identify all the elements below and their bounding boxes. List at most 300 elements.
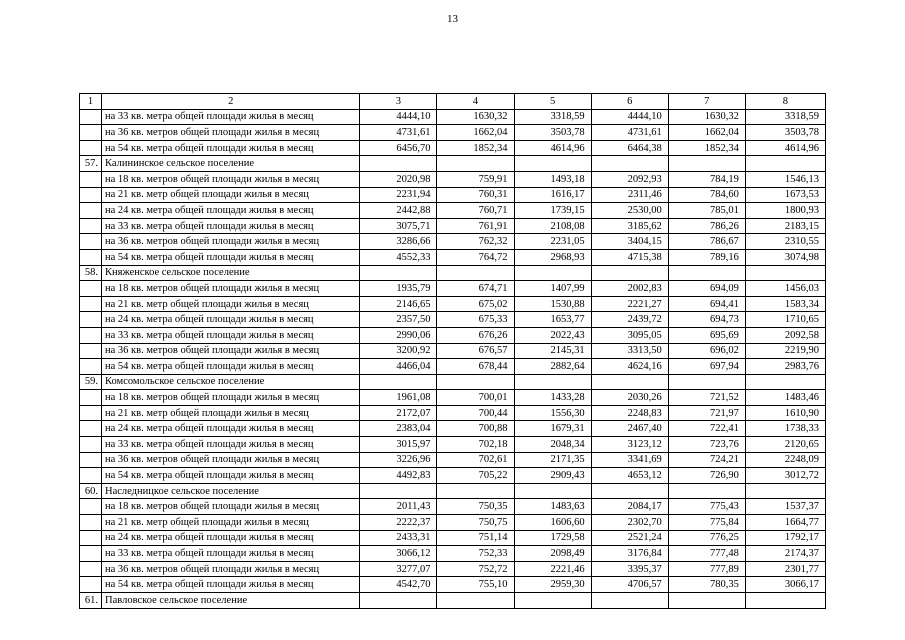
settlement-row — [80, 483, 826, 499]
description-cell: на 24 кв. метра общей площади жилья в месяц — [102, 312, 360, 328]
table-row — [80, 561, 826, 577]
value-cell: 3176,84 — [591, 546, 668, 562]
value-cell: 1653,77 — [514, 312, 591, 328]
value-cell: 1729,58 — [514, 530, 591, 546]
value-cell — [514, 374, 591, 390]
row-number-cell — [80, 499, 102, 515]
value-cell: 786,67 — [668, 234, 745, 250]
table-row — [80, 171, 826, 187]
value-cell: 777,48 — [668, 546, 745, 562]
description-cell: на 36 кв. метров общей площади жилья в месяц — [102, 452, 360, 468]
value-cell: 780,35 — [668, 577, 745, 593]
value-cell: 2011,43 — [360, 499, 437, 515]
value-cell: 2219,90 — [745, 343, 825, 359]
table-row — [80, 203, 826, 219]
table-row — [80, 359, 826, 375]
value-cell: 2146,65 — [360, 296, 437, 312]
description-cell: на 21 кв. метр общей площади жилья в месяц — [102, 515, 360, 531]
value-cell: 4444,10 — [591, 109, 668, 125]
value-cell: 2959,30 — [514, 577, 591, 593]
column-header: 5 — [514, 94, 591, 110]
row-number-cell — [80, 468, 102, 484]
description-cell: Комсомольское сельское поселение — [102, 374, 360, 390]
value-cell: 1530,88 — [514, 296, 591, 312]
table-row — [80, 218, 826, 234]
value-cell: 4731,61 — [591, 125, 668, 141]
value-cell: 3503,78 — [745, 125, 825, 141]
table-row — [80, 343, 826, 359]
value-cell: 3313,50 — [591, 343, 668, 359]
settlement-row — [80, 593, 826, 609]
value-cell: 2310,55 — [745, 234, 825, 250]
value-cell: 675,33 — [437, 312, 514, 328]
value-cell: 1483,63 — [514, 499, 591, 515]
row-number-cell — [80, 359, 102, 375]
column-header: 4 — [437, 94, 514, 110]
value-cell: 2098,49 — [514, 546, 591, 562]
settlement-row — [80, 265, 826, 281]
value-cell: 4552,33 — [360, 249, 437, 265]
value-cell: 2022,43 — [514, 327, 591, 343]
value-cell: 3185,62 — [591, 218, 668, 234]
description-cell: на 24 кв. метра общей площади жилья в месяц — [102, 421, 360, 437]
table-row — [80, 405, 826, 421]
value-cell: 676,57 — [437, 343, 514, 359]
value-cell: 752,33 — [437, 546, 514, 562]
row-number-cell — [80, 249, 102, 265]
value-cell: 1935,79 — [360, 281, 437, 297]
description-cell: на 54 кв. метра общей площади жилья в месяц — [102, 140, 360, 156]
description-cell: на 33 кв. метра общей площади жилья в месяц — [102, 546, 360, 562]
description-cell: на 21 кв. метр общей площади жилья в месяц — [102, 296, 360, 312]
value-cell: 1673,53 — [745, 187, 825, 203]
value-cell: 3015,97 — [360, 437, 437, 453]
description-cell: на 33 кв. метра общей площади жилья в месяц — [102, 218, 360, 234]
row-number-cell — [80, 343, 102, 359]
description-cell: на 24 кв. метра общей площади жилья в месяц — [102, 203, 360, 219]
row-number-cell — [80, 530, 102, 546]
value-cell: 1738,33 — [745, 421, 825, 437]
value-cell — [514, 593, 591, 609]
value-cell: 750,35 — [437, 499, 514, 515]
table-row — [80, 234, 826, 250]
value-cell: 1407,99 — [514, 281, 591, 297]
value-cell: 1710,65 — [745, 312, 825, 328]
value-cell: 2092,58 — [745, 327, 825, 343]
value-cell: 702,18 — [437, 437, 514, 453]
value-cell: 3277,07 — [360, 561, 437, 577]
table-row — [80, 421, 826, 437]
table-row — [80, 468, 826, 484]
value-cell: 2248,09 — [745, 452, 825, 468]
value-cell: 789,16 — [668, 249, 745, 265]
value-cell: 2442,88 — [360, 203, 437, 219]
table-row — [80, 530, 826, 546]
table-body — [80, 94, 826, 609]
description-cell: на 36 кв. метров общей площади жилья в месяц — [102, 561, 360, 577]
value-cell: 3503,78 — [514, 125, 591, 141]
table-row — [80, 499, 826, 515]
value-cell: 700,01 — [437, 390, 514, 406]
value-cell: 784,60 — [668, 187, 745, 203]
table-row — [80, 296, 826, 312]
value-cell: 3066,17 — [745, 577, 825, 593]
table-row — [80, 187, 826, 203]
description-cell: на 18 кв. метров общей площади жилья в месяц — [102, 281, 360, 297]
value-cell: 2530,00 — [591, 203, 668, 219]
value-cell: 2092,93 — [591, 171, 668, 187]
value-cell: 674,71 — [437, 281, 514, 297]
value-cell: 3286,66 — [360, 234, 437, 250]
value-cell: 2221,46 — [514, 561, 591, 577]
value-cell: 777,89 — [668, 561, 745, 577]
value-cell: 700,44 — [437, 405, 514, 421]
value-cell: 4731,61 — [360, 125, 437, 141]
table-row — [80, 546, 826, 562]
value-cell: 3123,12 — [591, 437, 668, 453]
value-cell: 2222,37 — [360, 515, 437, 531]
description-cell: на 54 кв. метра общей площади жилья в месяц — [102, 577, 360, 593]
value-cell: 2433,31 — [360, 530, 437, 546]
row-number-cell — [80, 421, 102, 437]
description-cell: Калининское сельское поселение — [102, 156, 360, 172]
value-cell: 2983,76 — [745, 359, 825, 375]
value-cell: 3318,59 — [745, 109, 825, 125]
value-cell: 3404,15 — [591, 234, 668, 250]
value-cell: 3226,96 — [360, 452, 437, 468]
value-cell: 694,41 — [668, 296, 745, 312]
value-cell: 2174,37 — [745, 546, 825, 562]
value-cell — [668, 156, 745, 172]
description-cell: на 18 кв. метров общей площади жилья в месяц — [102, 390, 360, 406]
value-cell: 702,61 — [437, 452, 514, 468]
value-cell: 723,76 — [668, 437, 745, 453]
value-cell: 2909,43 — [514, 468, 591, 484]
row-number-cell — [80, 171, 102, 187]
value-cell — [745, 483, 825, 499]
row-number-cell — [80, 281, 102, 297]
value-cell: 3095,05 — [591, 327, 668, 343]
value-cell: 2882,64 — [514, 359, 591, 375]
value-cell — [437, 265, 514, 281]
value-cell: 3200,92 — [360, 343, 437, 359]
description-cell: Княженское сельское поселение — [102, 265, 360, 281]
row-number-cell — [80, 327, 102, 343]
value-cell — [668, 265, 745, 281]
value-cell: 1630,32 — [668, 109, 745, 125]
value-cell — [437, 374, 514, 390]
value-cell: 2521,24 — [591, 530, 668, 546]
column-header: 6 — [591, 94, 668, 110]
row-number-cell — [80, 546, 102, 562]
value-cell: 1800,93 — [745, 203, 825, 219]
value-cell — [668, 483, 745, 499]
value-cell: 762,32 — [437, 234, 514, 250]
value-cell — [745, 374, 825, 390]
value-cell: 2439,72 — [591, 312, 668, 328]
value-cell: 786,26 — [668, 218, 745, 234]
description-cell: на 18 кв. метров общей площади жилья в месяц — [102, 171, 360, 187]
value-cell: 2968,93 — [514, 249, 591, 265]
value-cell — [668, 374, 745, 390]
value-cell: 3318,59 — [514, 109, 591, 125]
table-row — [80, 125, 826, 141]
value-cell: 2108,08 — [514, 218, 591, 234]
value-cell: 2030,26 — [591, 390, 668, 406]
description-cell: на 54 кв. метра общей площади жилья в месяц — [102, 359, 360, 375]
value-cell: 4614,96 — [745, 140, 825, 156]
description-cell: на 18 кв. метров общей площади жилья в месяц — [102, 499, 360, 515]
value-cell: 1556,30 — [514, 405, 591, 421]
value-cell: 775,43 — [668, 499, 745, 515]
row-number-cell — [80, 140, 102, 156]
column-header: 2 — [102, 94, 360, 110]
value-cell: 785,01 — [668, 203, 745, 219]
value-cell: 695,69 — [668, 327, 745, 343]
value-cell: 1852,34 — [668, 140, 745, 156]
value-cell: 3341,69 — [591, 452, 668, 468]
description-cell: на 21 кв. метр общей площади жилья в месяц — [102, 187, 360, 203]
value-cell: 2990,06 — [360, 327, 437, 343]
value-cell — [437, 156, 514, 172]
row-number-cell — [80, 452, 102, 468]
value-cell: 4715,38 — [591, 249, 668, 265]
value-cell: 2171,35 — [514, 452, 591, 468]
value-cell: 759,91 — [437, 171, 514, 187]
value-cell: 1961,08 — [360, 390, 437, 406]
row-number-cell: 61. — [80, 593, 102, 609]
value-cell — [360, 374, 437, 390]
value-cell: 697,94 — [668, 359, 745, 375]
value-cell: 750,75 — [437, 515, 514, 531]
value-cell — [514, 156, 591, 172]
row-number-cell: 59. — [80, 374, 102, 390]
column-header: 8 — [745, 94, 825, 110]
table-row — [80, 249, 826, 265]
value-cell — [745, 265, 825, 281]
row-number-cell — [80, 109, 102, 125]
value-cell: 1546,13 — [745, 171, 825, 187]
value-cell — [668, 593, 745, 609]
row-number-cell — [80, 515, 102, 531]
value-cell: 1664,77 — [745, 515, 825, 531]
row-number-cell — [80, 296, 102, 312]
description-cell: на 21 кв. метр общей площади жилья в месяц — [102, 405, 360, 421]
value-cell: 3066,12 — [360, 546, 437, 562]
value-cell: 2231,05 — [514, 234, 591, 250]
row-number-cell — [80, 218, 102, 234]
value-cell: 1583,34 — [745, 296, 825, 312]
value-cell: 2301,77 — [745, 561, 825, 577]
value-cell: 4542,70 — [360, 577, 437, 593]
value-cell: 2467,40 — [591, 421, 668, 437]
value-cell — [591, 483, 668, 499]
value-cell — [360, 156, 437, 172]
value-cell: 4624,16 — [591, 359, 668, 375]
settlement-row — [80, 156, 826, 172]
value-cell — [745, 156, 825, 172]
value-cell: 2183,15 — [745, 218, 825, 234]
description-cell: на 54 кв. метра общей площади жилья в месяц — [102, 468, 360, 484]
value-cell: 775,84 — [668, 515, 745, 531]
value-cell: 705,22 — [437, 468, 514, 484]
value-cell: 1679,31 — [514, 421, 591, 437]
table-row — [80, 452, 826, 468]
settlement-row — [80, 374, 826, 390]
value-cell — [514, 265, 591, 281]
value-cell: 760,31 — [437, 187, 514, 203]
column-header: 1 — [80, 94, 102, 110]
value-cell: 2231,94 — [360, 187, 437, 203]
value-cell: 1493,18 — [514, 171, 591, 187]
table-row — [80, 140, 826, 156]
value-cell: 3012,72 — [745, 468, 825, 484]
row-number-cell — [80, 437, 102, 453]
value-cell — [591, 593, 668, 609]
description-cell: Павловское сельское поселение — [102, 593, 360, 609]
row-number-cell — [80, 405, 102, 421]
value-cell: 700,88 — [437, 421, 514, 437]
column-header: 7 — [668, 94, 745, 110]
value-cell: 2311,46 — [591, 187, 668, 203]
value-cell: 764,72 — [437, 249, 514, 265]
row-number-cell: 60. — [80, 483, 102, 499]
value-cell — [591, 265, 668, 281]
value-cell: 784,19 — [668, 171, 745, 187]
table-row — [80, 281, 826, 297]
value-cell: 2002,83 — [591, 281, 668, 297]
description-cell: на 36 кв. метров общей площади жилья в месяц — [102, 234, 360, 250]
value-cell: 726,90 — [668, 468, 745, 484]
value-cell — [360, 483, 437, 499]
value-cell: 3395,37 — [591, 561, 668, 577]
value-cell: 4706,57 — [591, 577, 668, 593]
row-number-cell: 58. — [80, 265, 102, 281]
value-cell: 2145,31 — [514, 343, 591, 359]
value-cell: 1483,46 — [745, 390, 825, 406]
value-cell: 1630,32 — [437, 109, 514, 125]
column-number-row — [80, 94, 826, 110]
value-cell: 2048,34 — [514, 437, 591, 453]
value-cell: 1852,34 — [437, 140, 514, 156]
value-cell — [745, 593, 825, 609]
table-row — [80, 312, 826, 328]
value-cell: 1616,17 — [514, 187, 591, 203]
row-number-cell — [80, 312, 102, 328]
value-cell: 752,72 — [437, 561, 514, 577]
value-cell: 1739,15 — [514, 203, 591, 219]
value-cell: 2172,07 — [360, 405, 437, 421]
column-header: 3 — [360, 94, 437, 110]
value-cell: 6456,70 — [360, 140, 437, 156]
value-cell: 4444,10 — [360, 109, 437, 125]
description-cell: на 54 кв. метра общей площади жилья в месяц — [102, 249, 360, 265]
row-number-cell — [80, 125, 102, 141]
page-number: 13 — [447, 13, 458, 25]
description-cell: на 33 кв. метра общей площади жилья в месяц — [102, 109, 360, 125]
value-cell — [591, 374, 668, 390]
value-cell: 3074,98 — [745, 249, 825, 265]
description-cell: Наследницкое сельское поселение — [102, 483, 360, 499]
value-cell — [360, 265, 437, 281]
table-row — [80, 515, 826, 531]
row-number-cell — [80, 203, 102, 219]
value-cell: 696,02 — [668, 343, 745, 359]
value-cell: 1662,04 — [437, 125, 514, 141]
value-cell: 694,73 — [668, 312, 745, 328]
description-cell: на 24 кв. метра общей площади жилья в месяц — [102, 530, 360, 546]
description-cell: на 36 кв. метров общей площади жилья в месяц — [102, 125, 360, 141]
value-cell: 2248,83 — [591, 405, 668, 421]
value-cell: 1610,90 — [745, 405, 825, 421]
value-cell: 676,26 — [437, 327, 514, 343]
value-cell: 1456,03 — [745, 281, 825, 297]
table-row — [80, 390, 826, 406]
value-cell — [360, 593, 437, 609]
table-row — [80, 577, 826, 593]
value-cell: 2020,98 — [360, 171, 437, 187]
value-cell: 678,44 — [437, 359, 514, 375]
row-number-cell — [80, 577, 102, 593]
value-cell: 2383,04 — [360, 421, 437, 437]
value-cell: 722,41 — [668, 421, 745, 437]
table-row — [80, 327, 826, 343]
value-cell — [437, 483, 514, 499]
value-cell: 721,52 — [668, 390, 745, 406]
value-cell: 4466,04 — [360, 359, 437, 375]
value-cell: 761,91 — [437, 218, 514, 234]
value-cell — [591, 156, 668, 172]
value-cell: 1433,28 — [514, 390, 591, 406]
row-number-cell — [80, 390, 102, 406]
row-number-cell — [80, 561, 102, 577]
value-cell: 2302,70 — [591, 515, 668, 531]
tariff-table — [79, 93, 826, 609]
value-cell — [437, 593, 514, 609]
value-cell: 721,97 — [668, 405, 745, 421]
value-cell: 2221,27 — [591, 296, 668, 312]
value-cell: 694,09 — [668, 281, 745, 297]
value-cell: 776,25 — [668, 530, 745, 546]
description-cell: на 33 кв. метра общей площади жилья в месяц — [102, 437, 360, 453]
value-cell: 1537,37 — [745, 499, 825, 515]
row-number-cell — [80, 187, 102, 203]
table-row — [80, 109, 826, 125]
value-cell: 2357,50 — [360, 312, 437, 328]
value-cell: 2084,17 — [591, 499, 668, 515]
value-cell: 3075,71 — [360, 218, 437, 234]
value-cell: 6464,38 — [591, 140, 668, 156]
row-number-cell: 57. — [80, 156, 102, 172]
value-cell: 4492,83 — [360, 468, 437, 484]
value-cell: 1662,04 — [668, 125, 745, 141]
value-cell: 4614,96 — [514, 140, 591, 156]
value-cell: 751,14 — [437, 530, 514, 546]
value-cell: 755,10 — [437, 577, 514, 593]
value-cell: 760,71 — [437, 203, 514, 219]
value-cell: 1792,17 — [745, 530, 825, 546]
value-cell — [514, 483, 591, 499]
value-cell: 724,21 — [668, 452, 745, 468]
row-number-cell — [80, 234, 102, 250]
description-cell: на 33 кв. метра общей площади жилья в месяц — [102, 327, 360, 343]
value-cell: 1606,60 — [514, 515, 591, 531]
description-cell: на 36 кв. метров общей площади жилья в месяц — [102, 343, 360, 359]
table-row — [80, 437, 826, 453]
value-cell: 675,02 — [437, 296, 514, 312]
value-cell: 4653,12 — [591, 468, 668, 484]
value-cell: 2120,65 — [745, 437, 825, 453]
